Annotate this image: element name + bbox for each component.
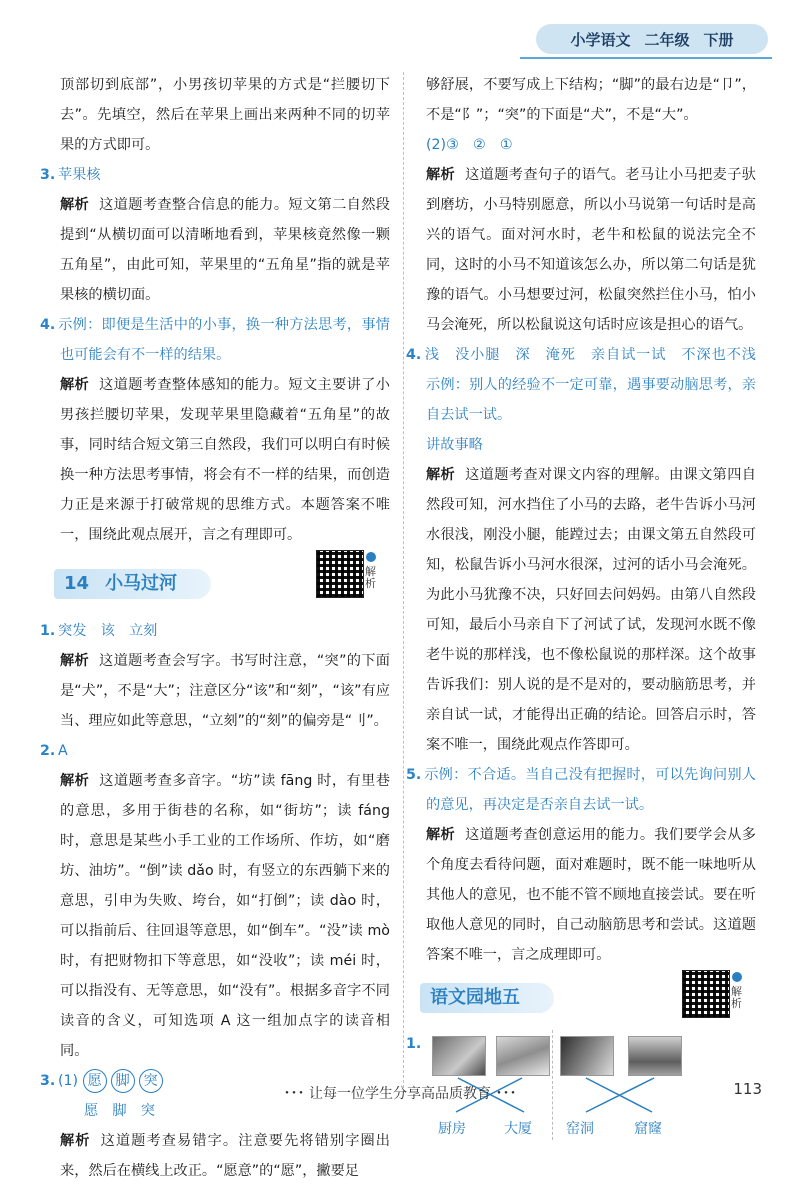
qr-label: 解析 <box>731 985 742 1010</box>
word-4: 窟窿 <box>634 1121 662 1137</box>
qr-label: 解析 <box>365 565 376 590</box>
q3-number: 3. <box>40 167 56 183</box>
word-1: 厨房 <box>438 1121 466 1137</box>
yuwen-yuandi-heading <box>420 976 756 1020</box>
qr-code-icon[interactable] <box>316 550 364 598</box>
l14-q2-analysis-label: 解析 <box>60 773 90 789</box>
continued-text: 顶部切到底部”，小男孩切苹果的方式是“拦腰切下去”。先填空，然后在苹果上画出来两种不同的切苹果的方式即可。 <box>60 77 390 153</box>
word-3: 窑洞 <box>566 1121 594 1137</box>
l14-q3-sub: (1) <box>58 1073 79 1089</box>
lesson-14-heading <box>54 562 390 606</box>
left-column <box>40 70 390 1186</box>
y1-number: 1. <box>406 1036 422 1052</box>
section-title: 语文园地五 <box>430 987 520 1008</box>
l14-q4-analysis-label: 解析 <box>426 467 456 483</box>
header-rule <box>520 57 772 59</box>
l14-q3-corrections: 愿 脚 突 <box>84 1103 155 1119</box>
lesson-number: 14 <box>64 573 90 594</box>
l14-q2-analysis: 这道题考查多音字。“坊”读 fāng 时，有里巷的意思，多用于街巷的名称，如“街坊”；读 fáng 时，意思是某些小手工业的工作场所、作坊，如“磨坊、油坊”。“倒”读 dǎo 时，有竖立的东西躺下来的意思，引申为失败、垮台，如“打倒”；读 dào 时，可以指前后、往回退等意思，如“倒车”。“没”读 mò 时，有把财物扣下等意思，如“没收”；读 méi 时，可以指没有、无等意思，如“没有”。根据多音字不同读音的含义，可知选项 A 这一组加点字的读音相同。 <box>60 773 390 1059</box>
l14-q3-2-analysis: 这道题考查句子的语气。老马让小马把麦子驮到磨坊，小马特别愿意，所以小马说第一句话时是高兴的语气。面对河水时，老牛和松鼠的说法完全不同，这时的小马不知道该怎么办，所以第二句话是犹豫的语气。小马想要过河，松鼠突然拦住小马，怕小马会淹死，所以松鼠说这句话时应该是担心的语气。 <box>426 167 756 333</box>
l14-q2-answer: A <box>58 743 68 759</box>
q4-number: 4. <box>40 317 56 333</box>
l14-q4-extra: 讲故事略 <box>426 437 483 453</box>
header-grade: 二年级 <box>644 30 690 49</box>
l14-q1-number: 1. <box>40 623 56 639</box>
l14-q3-analysis: 这道题考查易错字。注意要先将错别字圈出来，然后在横线上改正。“愿意”的“愿”，撇要足 <box>60 1133 390 1179</box>
lesson-title: 小马过河 <box>105 573 178 594</box>
play-icon <box>366 552 376 562</box>
q4-analysis: 这道题考查整体感知的能力。短文主要讲了小男孩拦腰切苹果，发现苹果里隐藏着“五角星”的故事，同时结合短文第三自然段，我们可以明白有时候换一种方法思考事情，将会有不一样的结果，而创造力正是来源于打破常规的思维方式。本题答案不唯一，围绕此观点展开，言之有理即可。 <box>60 377 390 543</box>
l14-q1-analysis: 这道题考查会写字。书写时注意，“突”的下面是“犬”，不是“大”；注意区分“该”和“刻”，“该”有应当、理应如此等意思，“立刻”的“刻”的偏旁是“刂”。 <box>60 653 390 729</box>
l14-q1-analysis-label: 解析 <box>60 653 90 669</box>
l14-q5-analysis: 这道题考查创意运用的能力。我们要学会从多个角度去看待问题，面对难题时，既不能一味地听从其他人的意见，也不能不管不顾地直接尝试。要在听取他人意见的同时，自己动脑筋思考和尝试。这道题答案不唯一，言之成理即可。 <box>426 827 756 963</box>
play-icon <box>732 972 742 982</box>
right-column <box>406 70 771 1140</box>
l14-q3-2-analysis-label: 解析 <box>426 167 456 183</box>
l14-q5-answer: 示例：不合适。当自己没有把握时，可以先询问别人的意见，再决定是否亲自去试一试。 <box>424 767 756 813</box>
circled-char-2: 脚 <box>111 1069 135 1093</box>
l14-q3-analysis-label: 解析 <box>60 1133 91 1149</box>
l14-q4-answer: 浅 没小腿 深 淹死 亲自试一试 不深也不浅 示例：别人的经验不一定可靠，遇事要动脑思考，亲自去试一试。 <box>424 347 771 423</box>
l14-q5-analysis-label: 解析 <box>426 827 456 843</box>
header-term: 下册 <box>703 30 734 49</box>
circled-char-3: 突 <box>139 1069 163 1093</box>
l14-q3-2-answer: (2)③ ② ① <box>426 137 513 153</box>
header-subject: 小学语文 <box>570 30 631 49</box>
q3-answer: 苹果核 <box>58 167 101 183</box>
l14-q5-number: 5. <box>406 767 422 783</box>
q4-answer: 示例：即便是生活中的小事，换一种方法思考，事情也可能会有不一样的结果。 <box>58 317 390 363</box>
footer-slogan: ･･･ 让每一位学生分享高品质教育 ･･･ <box>283 1086 517 1102</box>
q3-analysis: 这道题考查整合信息的能力。短文第二自然段提到“从横切面可以清晰地看到，苹果核竟然像一颗五角星”，由此可知，苹果里的“五角星”指的就是苹果核的横切面。 <box>60 197 390 303</box>
l14-q1-answer: 突发 该 立刻 <box>58 623 158 639</box>
l14-q4-number: 4. <box>406 347 422 363</box>
q3-analysis-label: 解析 <box>60 197 90 213</box>
right-continued-text: 够舒展，不要写成上下结构；“脚”的最右边是“卩”，不是“阝”；“突”的下面是“犬”，不是“大”。 <box>426 77 756 123</box>
l14-q2-number: 2. <box>40 743 56 759</box>
header-badge <box>536 24 768 54</box>
qr-code-icon[interactable] <box>682 970 730 1018</box>
circled-char-1: 愿 <box>83 1069 107 1093</box>
column-divider <box>403 72 404 1088</box>
l14-q4-analysis: 这道题考查对课文内容的理解。由课文第四自然段可知，河水挡住了小马的去路，老牛告诉小马河水很浅，刚没小腿，能蹚过去；由课文第五自然段可知，松鼠告诉小马河水很深，过河的话小马会淹死。为此小马犹豫不决，只好回去问妈妈。由第八自然段可知，最后小马亲自下了河试了试，发现河水既不像老牛说的那样浅，也不像松鼠说的那样深。这个故事告诉我们：别人说的是不是对的，要动脑筋思考，并亲自试一试，才能得出正确的结论。回答启示时，答案不唯一，围绕此观点作答即可。 <box>426 467 756 753</box>
l14-q3-number: 3. <box>40 1073 56 1089</box>
q4-analysis-label: 解析 <box>60 377 90 393</box>
page-number: 113 <box>733 1080 762 1098</box>
word-2: 大厦 <box>504 1121 532 1137</box>
